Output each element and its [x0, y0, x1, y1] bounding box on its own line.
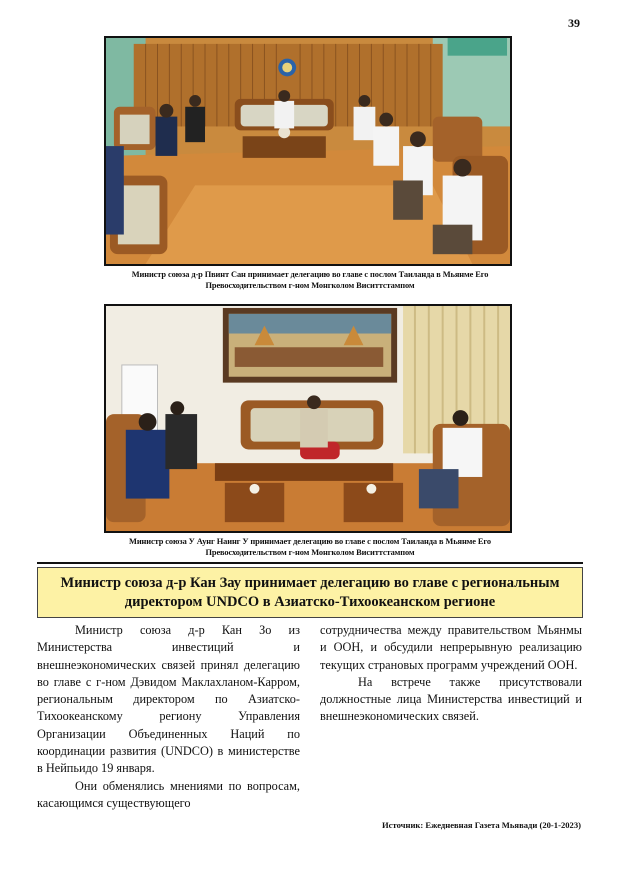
paragraph: На встрече также присутствовали должностные лица Министерства инвестиций и внешнеэкономических связей. — [320, 674, 582, 724]
page-number: 39 — [568, 16, 580, 30]
article-headline — [37, 567, 583, 618]
meeting-photo-2 — [104, 304, 512, 533]
caption-line: Министр союза д-р Пвинт Сан принимает делегацию во главе с послом Таиланда в Мьянме Его — [131, 270, 489, 279]
photo-caption-2 — [60, 536, 560, 558]
paragraph: Они обменялись мнениями по вопросам, касающимся существующего — [37, 778, 300, 810]
source-note: Источник: Ежедневная Газета Мьявади (20-1-2023) — [381, 820, 581, 830]
headline-line: Министр союза д-р Кан Зау принимает делегацию во главе с региональным — [60, 574, 560, 591]
paragraph: сотрудничества между правительством Мьянмы и ООН, и обсудили непрерывную реализацию текущих страновых программ учреждений ООН. — [320, 623, 582, 672]
headline-line: директором UNDCO в Азиатско-Тихоокеанском регионе — [124, 593, 496, 610]
paragraph: Министр союза д-р Кан Зо из Министерства инвестиций и внешнеэкономических связей принял делегацию во главе с г-ном Дэвидом Маклахланом-Карром, региональным директором по Азиатско-Тихоокеанскому региону Управления Организации Объединенных Наций по координации развития (UNDCO) в министерстве в Нейпьидо 19 января. — [37, 623, 300, 776]
article-column-2 — [320, 622, 582, 726]
caption-line: Министр союза У Аунг Наинг У принимает делегацию во главе с послом Таиланда в Мьянме Его — [129, 537, 491, 546]
photo-caption-1 — [60, 269, 560, 291]
meeting-photo-1 — [104, 36, 512, 266]
article-column-1 — [37, 622, 300, 812]
divider — [37, 562, 583, 564]
caption-line: Превосходительством г-ном Монгколом Виситтстампом — [205, 281, 415, 290]
caption-line: Превосходительством г-ном Монгколом Виситтстампом — [205, 548, 415, 557]
